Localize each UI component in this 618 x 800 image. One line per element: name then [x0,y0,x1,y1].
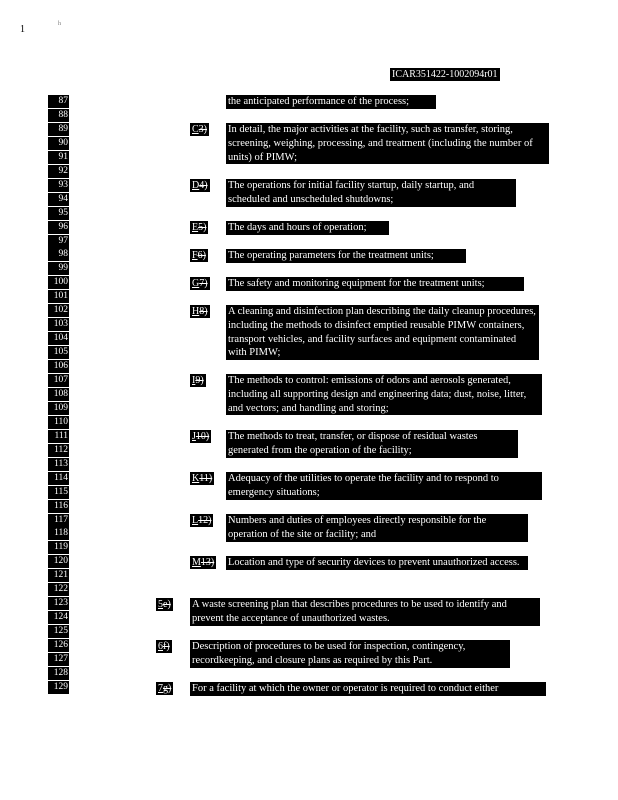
item-label: L12) [192,515,212,526]
item-label: M13) [192,557,215,568]
line-number: 94 [48,193,69,206]
line-number: 129 [48,681,69,694]
line-number: 115 [48,486,69,499]
line-number: 96 [48,221,69,234]
item-text: Description of procedures to be used for inspection, contingency, recordkeeping, and closure plans as required by this Part. [190,640,510,668]
line-number: 95 [48,207,69,220]
item-label: H8) [192,306,208,317]
item-text: For a facility at which the owner or operator is required to conduct either [190,682,546,696]
line-number: 124 [48,611,69,624]
line-number: 91 [48,151,69,164]
item-text: The operations for initial facility startup, daily startup, and scheduled and unscheduled shutdowns; [226,179,516,207]
item-text: The methods to control: emissions of odors and aerosols generated, including all supporting design and engineering data; dust, noise, litter, and vectors; and handling and storing; [226,374,542,415]
line-number: 102 [48,304,69,317]
line-number: 104 [48,332,69,345]
line-number: 88 [48,109,69,122]
item-text: A cleaning and disinfection plan describing the daily cleanup procedures, including the methods to disinfect emptied reusable PIMW containers, transport vehicles, and facility surfaces and equipment contaminated with PIMW; [226,305,539,360]
item-label: E5) [192,222,207,233]
line-number: 111 [48,430,69,443]
document-id: ICAR351422-1002094r01 [392,69,498,80]
line-number: 107 [48,374,69,387]
line-number: 90 [48,137,69,150]
item-text: Location and type of security devices to prevent unauthorized access. [226,556,528,570]
item-label: F6) [192,250,206,261]
line-number: 93 [48,179,69,192]
item-label: G7) [192,278,208,289]
line-number: 105 [48,346,69,359]
item-label: J10) [192,431,210,442]
item-label: D4) [192,180,208,191]
corner-mark: 1 [20,24,25,35]
item-label: I9) [192,375,204,386]
item-text: The methods to treat, transfer, or dispose of residual wastes generated from the operation of the facility; [226,430,518,458]
line-number: 116 [48,500,69,513]
line-number: 123 [48,597,69,610]
line-number: 87 [48,95,69,108]
line-number: 100 [48,276,69,289]
line-number: 118 [48,527,69,540]
corner-mark-small: h [58,21,61,27]
item-label: 5e) [158,599,171,610]
line-number: 110 [48,416,69,429]
line-number: 89 [48,123,69,136]
line-number: 122 [48,583,69,596]
line-number: 126 [48,639,69,652]
line-number: 113 [48,458,69,471]
line-number: 103 [48,318,69,331]
item-text: In detail, the major activities at the facility, such as transfer, storing, screening, weighing, processing, and treatment (including the number of units) of PIMW; [226,123,549,164]
line-number: 92 [48,165,69,178]
line-number: 114 [48,472,69,485]
line-number: 117 [48,514,69,527]
item-label: 6f) [158,641,170,652]
item-text: Adequacy of the utilities to operate the facility and to respond to emergency situations; [226,472,542,500]
item-text: The days and hours of operation; [226,221,389,235]
item-label: K11) [192,473,213,484]
line-number: 99 [48,262,69,275]
line-number: 112 [48,444,69,457]
line-number: 101 [48,290,69,303]
item-text: The operating parameters for the treatment units; [226,249,466,263]
paragraph-continuation: the anticipated performance of the process; [226,95,436,109]
line-number: 109 [48,402,69,415]
line-number: 128 [48,667,69,680]
item-text: The safety and monitoring equipment for the treatment units; [226,277,524,291]
line-number: 106 [48,360,69,373]
item-text: Numbers and duties of employees directly responsible for the operation of the site or facility; and [226,514,528,542]
line-number: 98 [48,248,69,261]
line-number: 120 [48,555,69,568]
item-text: A waste screening plan that describes procedures to be used to identify and prevent the acceptance of unauthorized wastes. [190,598,540,626]
item-label: 7g) [158,683,172,694]
line-number: 127 [48,653,69,666]
line-number: 121 [48,569,69,582]
item-label: C3) [192,124,208,135]
line-number: 97 [48,235,69,248]
line-number: 108 [48,388,69,401]
line-number: 119 [48,541,69,554]
line-number: 125 [48,625,69,638]
